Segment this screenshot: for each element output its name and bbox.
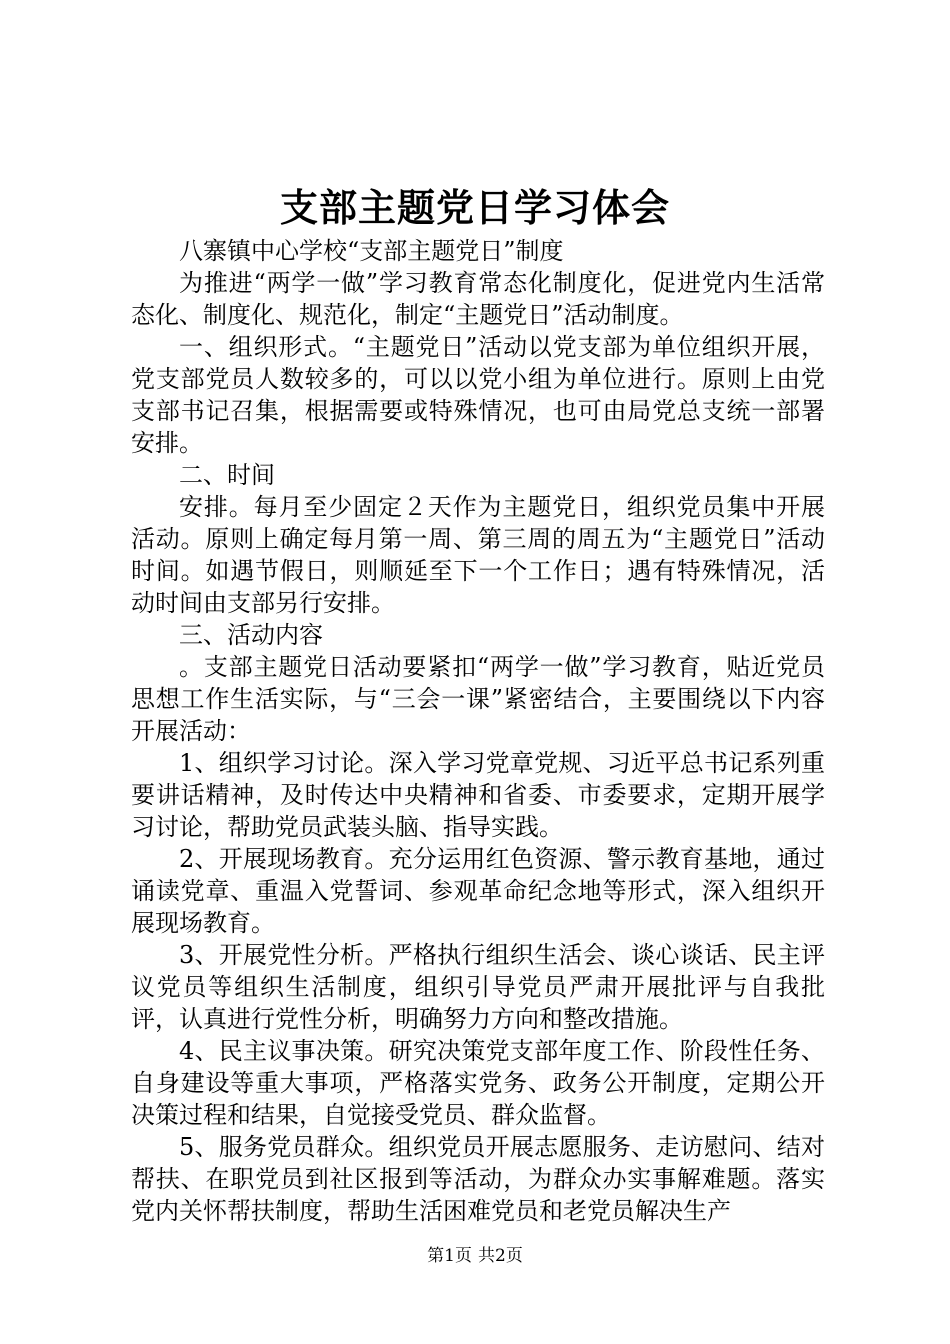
paragraph-intro: 为推进“两学一做”学习教育常态化制度化，促进党内生活常态化、制度化、规范化，制定“主题党日”活动制度。 bbox=[131, 269, 825, 329]
paragraph-section-1: 一、组织形式。“主题党日”活动以党支部为单位组织开展，党支部党员人数较多的，可以以党小组为单位进行。原则上由党支部书记召集，根据需要或特殊情况，也可由局党总支统一部署安排。 bbox=[131, 333, 825, 457]
paragraph-heading: 八寨镇中心学校“支部主题党日”制度 bbox=[179, 237, 564, 265]
paragraph-section-3: 。支部主题党日活动要紧扣“两学一做”学习教育，贴近党员思想工作生活实际，与“三会一课”紧密结合，主要围绕以下内容开展活动： bbox=[131, 653, 825, 745]
document-body bbox=[131, 235, 825, 1227]
paragraph-item-1: 1、组织学习讨论。深入学习党章党规、习近平总书记系列重要讲话精神，及时传达中央精神和省委、市委要求，定期开展学习讨论，帮助党员武装头脑、指导实践。 bbox=[131, 749, 825, 841]
page-title: 支部主题党日学习体会 bbox=[279, 185, 670, 230]
paragraph-section-2-heading: 二、时间 bbox=[179, 461, 275, 489]
page-total: 共2页 bbox=[478, 1246, 523, 1266]
paragraph-section-2: 安排。每月至少固定２天作为主题党日，组织党员集中开展活动。原则上确定每月第一周、第三周的周五为“主题党日”活动时间。如遇节假日，则顺延至下一个工作日；遇有特殊情况，活动时间由支部另行安排。 bbox=[131, 493, 825, 617]
paragraph-item-4: 4、民主议事决策。研究决策党支部年度工作、阶段性任务、自身建设等重大事项，严格落实党务、政务公开制度，定期公开决策过程和结果，自觉接受党员、群众监督。 bbox=[131, 1037, 825, 1129]
paragraph-item-2: 2、开展现场教育。充分运用红色资源、警示教育基地，通过诵读党章、重温入党誓词、参观革命纪念地等形式，深入组织开展现场教育。 bbox=[131, 845, 825, 937]
page-number: 第1页 bbox=[427, 1246, 472, 1266]
paragraph-section-3-heading: 三、活动内容 bbox=[179, 621, 323, 649]
paragraph-item-3: 3、开展党性分析。严格执行组织生活会、谈心谈话、民主评议党员等组织生活制度，组织引导党员严肃开展批评与自我批评，认真进行党性分析，明确努力方向和整改措施。 bbox=[131, 941, 825, 1033]
paragraph-item-5: 5、服务党员群众。组织党员开展志愿服务、走访慰问、结对帮扶、在职党员到社区报到等活动，为群众办实事解难题。落实党内关怀帮扶制度，帮助生活困难党员和老党员解决生产 bbox=[131, 1133, 825, 1225]
page-footer bbox=[0, 1244, 950, 1268]
